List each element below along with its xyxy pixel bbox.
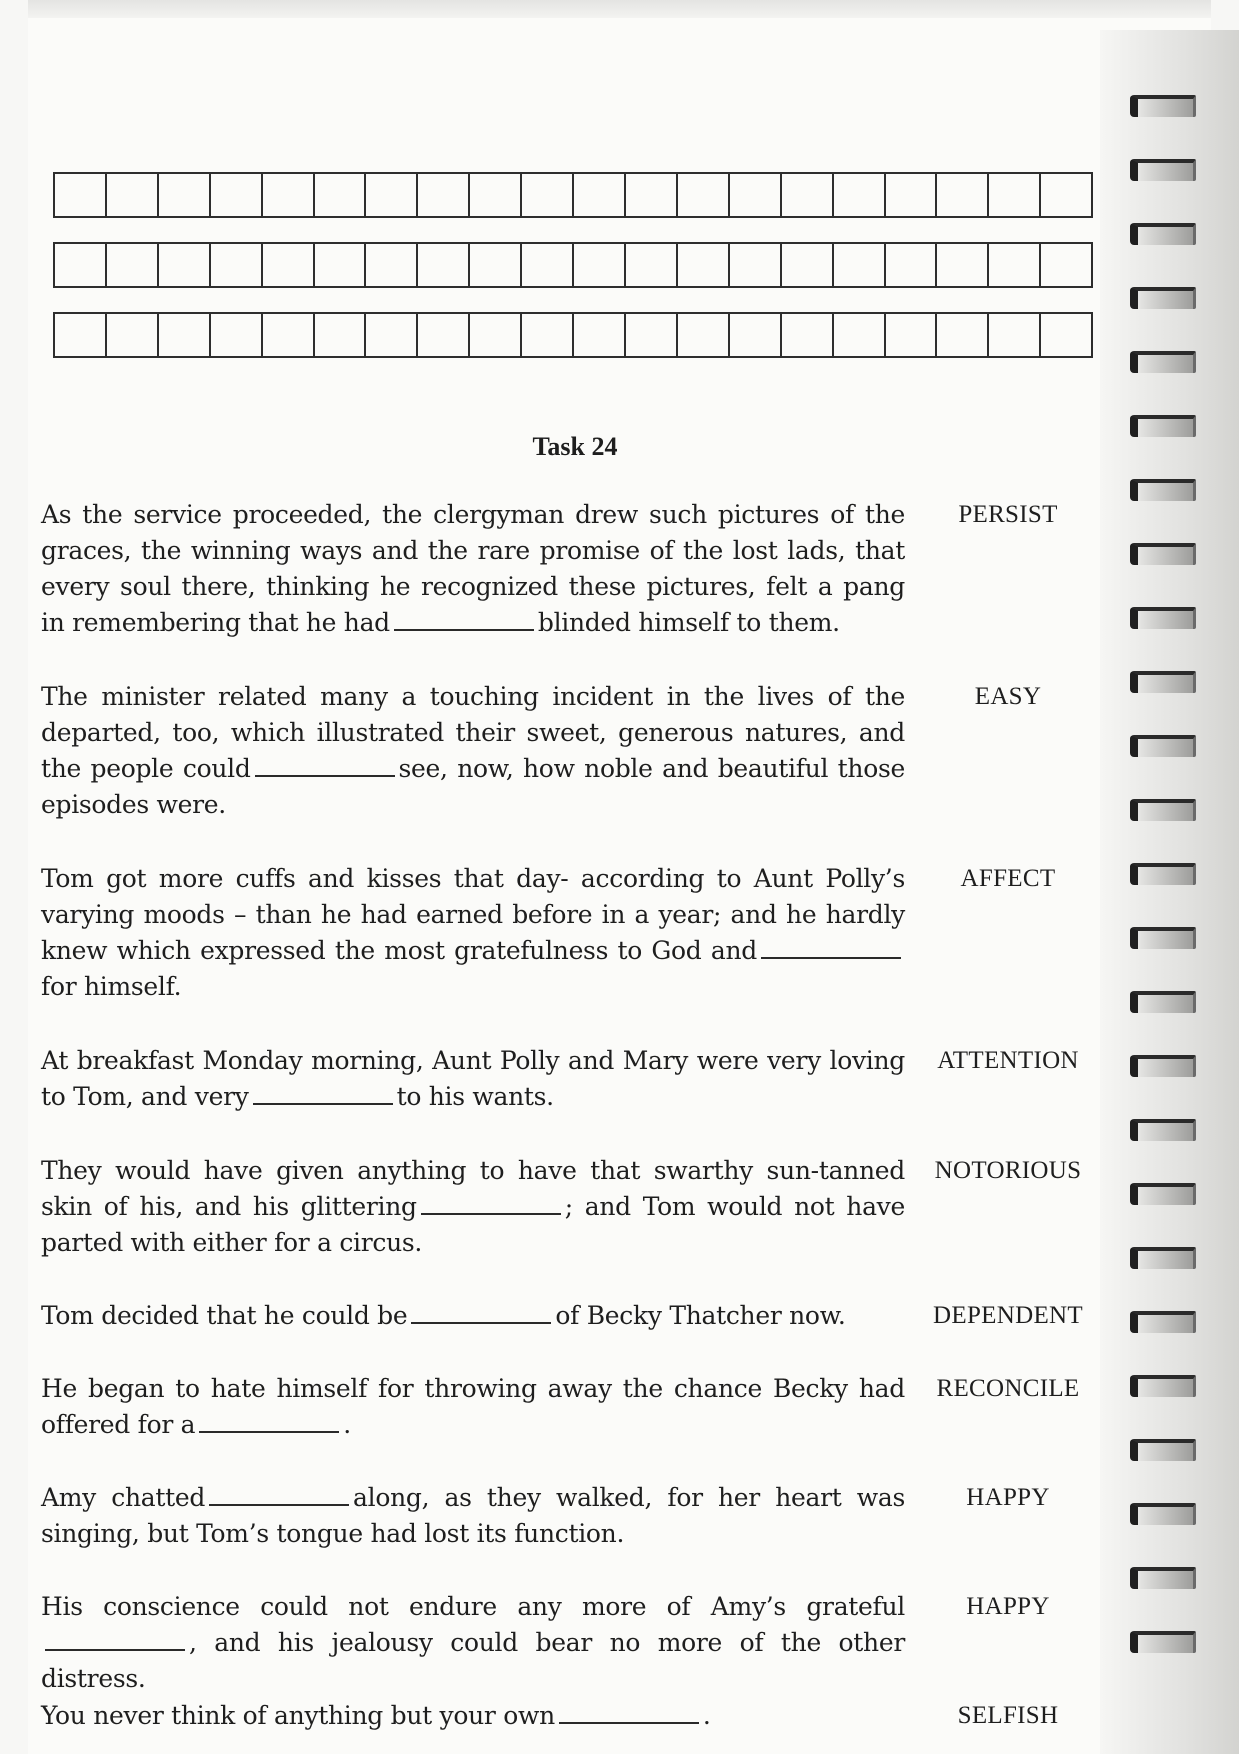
answer-grid-cell[interactable] — [366, 314, 418, 356]
answer-blank[interactable] — [411, 1300, 551, 1324]
spiral-coil — [1130, 223, 1196, 245]
answer-grid-cell[interactable] — [989, 314, 1041, 356]
answer-grid-cell[interactable] — [315, 174, 367, 216]
sentence-part-after: , and his jealousy could bear no more of the other distress. — [41, 1628, 905, 1693]
answer-grid-cell[interactable] — [574, 244, 626, 286]
exercise-sentence — [41, 1298, 905, 1334]
task-title: Task 24 — [532, 432, 618, 461]
spiral-coil — [1130, 1311, 1196, 1333]
answer-grid-cell[interactable] — [366, 244, 418, 286]
spiral-coil — [1130, 1183, 1196, 1205]
exercise-sentence — [41, 679, 905, 823]
answer-grid-cell[interactable] — [211, 244, 263, 286]
sentence-part-before: The minister related many a touching incident in the lives of the departed, too, which illustrated their sweet, generous natures, and the people could — [41, 682, 905, 783]
sentence-part-before: Tom decided that he could be — [41, 1301, 408, 1330]
answer-grid-cell[interactable] — [626, 244, 678, 286]
spiral-coil — [1130, 1503, 1196, 1525]
sentence-part-after: blinded himself to them. — [537, 608, 840, 637]
answer-grid-cell[interactable] — [626, 174, 678, 216]
spiral-coil — [1130, 607, 1196, 629]
spiral-coil — [1130, 287, 1196, 309]
sentence-part-after: ; and Tom would not have parted with either for a circus. — [41, 1192, 905, 1257]
exercise-sentence — [41, 1371, 905, 1443]
spiral-coil — [1130, 1119, 1196, 1141]
sentence-part-before: Amy chatted — [41, 1483, 206, 1512]
answer-grid-cell[interactable] — [263, 174, 315, 216]
answer-grid-cell[interactable] — [263, 314, 315, 356]
sentence-part-before: Tom got more cuffs and kisses that day- according to Aunt Polly’s varying moods – than he had earned before in a year; and he hardly knew which expressed the most gratefulness to God and — [41, 864, 905, 965]
answer-grid-cell[interactable] — [886, 174, 938, 216]
answer-blank[interactable] — [559, 1700, 699, 1724]
answer-grid-cell[interactable] — [730, 244, 782, 286]
answer-grid-cell[interactable] — [211, 174, 263, 216]
spiral-coil — [1130, 1567, 1196, 1589]
answer-grid-cell[interactable] — [989, 244, 1041, 286]
exercise-sentence — [41, 1043, 905, 1115]
answer-blank[interactable] — [199, 1409, 339, 1433]
answer-grid-cell[interactable] — [522, 314, 574, 356]
answer-grid-cell[interactable] — [834, 314, 886, 356]
answer-grid-cell[interactable] — [678, 174, 730, 216]
spiral-coil — [1130, 927, 1196, 949]
answer-grid-cell[interactable] — [55, 244, 107, 286]
keyword: PERSIST — [958, 501, 1058, 528]
answer-grid-row-2[interactable] — [53, 242, 1093, 288]
exercise-sentence — [41, 861, 905, 1005]
exercise-sentence — [41, 1480, 905, 1552]
answer-blank[interactable] — [761, 935, 901, 959]
answer-grid-cell[interactable] — [107, 174, 159, 216]
keyword: SELFISH — [957, 1702, 1059, 1729]
answer-grid-cell[interactable] — [886, 314, 938, 356]
keyword: HAPPY — [966, 1593, 1050, 1620]
spiral-coil — [1130, 415, 1196, 437]
answer-grid-cell[interactable] — [315, 314, 367, 356]
answer-grid-cell[interactable] — [989, 174, 1041, 216]
answer-grid-cell[interactable] — [626, 314, 678, 356]
answer-grid-cell[interactable] — [418, 244, 470, 286]
answer-grid-cell[interactable] — [107, 244, 159, 286]
spiral-coil — [1130, 1247, 1196, 1269]
spiral-binding — [1130, 0, 1210, 1754]
answer-blank[interactable] — [209, 1482, 349, 1506]
answer-grid-cell[interactable] — [315, 244, 367, 286]
answer-grid-cell[interactable] — [211, 314, 263, 356]
answer-grid-cell[interactable] — [159, 244, 211, 286]
answer-grid-cell[interactable] — [1041, 244, 1091, 286]
answer-blank[interactable] — [255, 753, 395, 777]
sentence-part-before: As the service proceeded, the clergyman drew such pictures of the graces, the winning ways and the rare promise of the lost lads, that every soul there, thinking he recognized these pictures, felt a pang in remembering that he had — [41, 500, 905, 637]
spiral-coil — [1130, 991, 1196, 1013]
answer-grid-cell[interactable] — [55, 314, 107, 356]
sentence-part-after: to his wants. — [396, 1082, 554, 1111]
answer-grid-cell[interactable] — [678, 314, 730, 356]
keyword: DEPENDENT — [933, 1302, 1083, 1329]
answer-grid-cell[interactable] — [522, 244, 574, 286]
answer-blank[interactable] — [421, 1191, 561, 1215]
spiral-coil — [1130, 1375, 1196, 1397]
top-edge-shadow — [28, 0, 1211, 18]
sentence-part-before: At breakfast Monday morning, Aunt Polly and Mary were very loving to Tom, and very — [41, 1046, 905, 1111]
answer-grid-cell[interactable] — [937, 174, 989, 216]
spiral-coil — [1130, 671, 1196, 693]
answer-grid-cell[interactable] — [418, 174, 470, 216]
sentence-part-before: He began to hate himself for throwing away the chance Becky had offered for a — [41, 1374, 905, 1439]
answer-grid-cell[interactable] — [159, 174, 211, 216]
spiral-coil — [1130, 1055, 1196, 1077]
spiral-coil — [1130, 863, 1196, 885]
exercise-sentence — [41, 1698, 905, 1734]
keyword: EASY — [974, 683, 1042, 710]
exercise-sentence — [41, 1589, 905, 1697]
keyword: RECONCILE — [936, 1375, 1080, 1402]
answer-grid-cell[interactable] — [263, 244, 315, 286]
sentence-part-before: His conscience could not endure any more of Amy’s grateful — [41, 1592, 905, 1621]
spiral-coil — [1130, 1439, 1196, 1461]
answer-grid-cell[interactable] — [55, 174, 107, 216]
spiral-coil — [1130, 799, 1196, 821]
spiral-coil — [1130, 95, 1196, 117]
answer-grid-cell[interactable] — [470, 314, 522, 356]
spiral-coil — [1130, 735, 1196, 757]
spiral-coil — [1130, 1631, 1196, 1653]
sentence-part-after: . — [343, 1410, 351, 1439]
answer-grid-cell[interactable] — [366, 174, 418, 216]
sentence-part-after: along, as they walked, for her heart was singing, but Tom’s tongue had lost its function. — [41, 1483, 905, 1548]
sentence-part-after: of Becky Thatcher now. — [555, 1301, 846, 1330]
keyword: AFFECT — [960, 865, 1056, 892]
keyword: ATTENTION — [937, 1047, 1079, 1074]
answer-grid-cell[interactable] — [886, 244, 938, 286]
answer-grid-row-1[interactable] — [53, 172, 1093, 218]
answer-grid-cell[interactable] — [937, 244, 989, 286]
answer-grid-cell[interactable] — [470, 244, 522, 286]
answer-grid-cell[interactable] — [574, 314, 626, 356]
answer-grid-cell[interactable] — [834, 174, 886, 216]
sentence-part-before: You never think of anything but your own — [41, 1701, 555, 1730]
exercise-sentence — [41, 497, 905, 641]
answer-grid-cell[interactable] — [522, 174, 574, 216]
sentence-part-after: . — [702, 1701, 711, 1730]
answer-blank[interactable] — [45, 1627, 185, 1651]
answer-grid-cell[interactable] — [834, 244, 886, 286]
answer-grid-cell[interactable] — [678, 244, 730, 286]
answer-grid-cell[interactable] — [782, 174, 834, 216]
keyword: NOTORIOUS — [934, 1157, 1082, 1184]
answer-grid-cell[interactable] — [574, 174, 626, 216]
answer-grid-cell[interactable] — [730, 314, 782, 356]
spiral-coil — [1130, 543, 1196, 565]
sentence-part-before: They would have given anything to have that swarthy sun-tanned skin of his, and his glittering — [41, 1156, 905, 1221]
answer-grid-row-3[interactable] — [53, 312, 1093, 358]
sentence-part-after: for himself. — [41, 972, 182, 1001]
answer-grid-cell[interactable] — [1041, 314, 1091, 356]
spiral-coil — [1130, 159, 1196, 181]
answer-blank[interactable] — [253, 1081, 393, 1105]
answer-grid-cell[interactable] — [1041, 174, 1091, 216]
answer-grid-cell[interactable] — [107, 314, 159, 356]
answer-blank[interactable] — [394, 607, 534, 631]
exercise-sentence — [41, 1153, 905, 1261]
spiral-coil — [1130, 479, 1196, 501]
spiral-coil — [1130, 351, 1196, 373]
answer-grid-cell[interactable] — [782, 314, 834, 356]
answer-grid-cell[interactable] — [937, 314, 989, 356]
answer-grid-cell[interactable] — [730, 174, 782, 216]
answer-grid-cell[interactable] — [782, 244, 834, 286]
keyword: HAPPY — [966, 1484, 1050, 1511]
answer-grid-cell[interactable] — [470, 174, 522, 216]
sentence-part-after: see, now, how noble and beautiful those episodes were. — [41, 754, 905, 819]
answer-grid-cell[interactable] — [159, 314, 211, 356]
answer-grid-cell[interactable] — [418, 314, 470, 356]
